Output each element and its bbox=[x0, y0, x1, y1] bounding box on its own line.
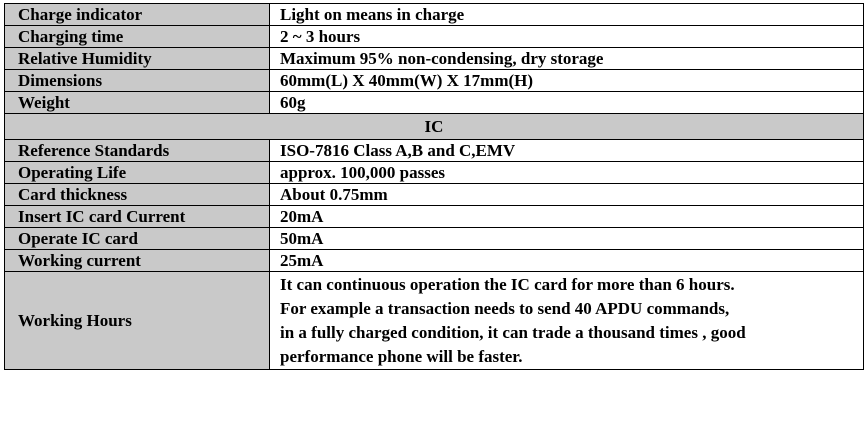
section-header-row bbox=[5, 114, 864, 140]
section-title: IC bbox=[5, 114, 864, 140]
row-label: Reference Standards bbox=[5, 140, 270, 162]
spec-table bbox=[4, 3, 864, 370]
row-label: Working current bbox=[5, 250, 270, 272]
row-label: Charging time bbox=[5, 26, 270, 48]
row-label: Charge indicator bbox=[5, 4, 270, 26]
row-value: ISO-7816 Class A,B and C,EMV bbox=[270, 140, 864, 162]
description-line: in a fully charged condition, it can trade a thousand times , good bbox=[280, 323, 746, 342]
table-row bbox=[5, 92, 864, 114]
row-value: About 0.75mm bbox=[270, 184, 864, 206]
row-value: 2 ~ 3 hours bbox=[270, 26, 864, 48]
table-row bbox=[5, 228, 864, 250]
table-row bbox=[5, 48, 864, 70]
row-label: Dimensions bbox=[5, 70, 270, 92]
row-value: 60mm(L) X 40mm(W) X 17mm(H) bbox=[270, 70, 864, 92]
description-line: It can continuous operation the IC card for more than 6 hours. bbox=[280, 275, 735, 294]
table-row bbox=[5, 206, 864, 228]
spec-sheet bbox=[4, 3, 864, 370]
row-label: Working Hours bbox=[5, 272, 270, 370]
row-value: Light on means in charge bbox=[270, 4, 864, 26]
description-line: For example a transaction needs to send 40 APDU commands, bbox=[280, 299, 730, 318]
row-label: Insert IC card Current bbox=[5, 206, 270, 228]
table-row bbox=[5, 250, 864, 272]
row-value: 50mA bbox=[270, 228, 864, 250]
table-row bbox=[5, 4, 864, 26]
table-row bbox=[5, 70, 864, 92]
row-value: 25mA bbox=[270, 250, 864, 272]
row-label: Operating Life bbox=[5, 162, 270, 184]
table-row bbox=[5, 162, 864, 184]
row-label: Weight bbox=[5, 92, 270, 114]
row-value: 20mA bbox=[270, 206, 864, 228]
table-row bbox=[5, 184, 864, 206]
table-row-working-hours bbox=[5, 272, 864, 370]
working-hours-description bbox=[270, 272, 864, 370]
row-label: Card thickness bbox=[5, 184, 270, 206]
row-label: Relative Humidity bbox=[5, 48, 270, 70]
row-value: Maximum 95% non-condensing, dry storage bbox=[270, 48, 864, 70]
row-label: Operate IC card bbox=[5, 228, 270, 250]
table-row bbox=[5, 26, 864, 48]
table-row bbox=[5, 140, 864, 162]
row-value: approx. 100,000 passes bbox=[270, 162, 864, 184]
description-line: performance phone will be faster. bbox=[280, 347, 523, 366]
row-value: 60g bbox=[270, 92, 864, 114]
